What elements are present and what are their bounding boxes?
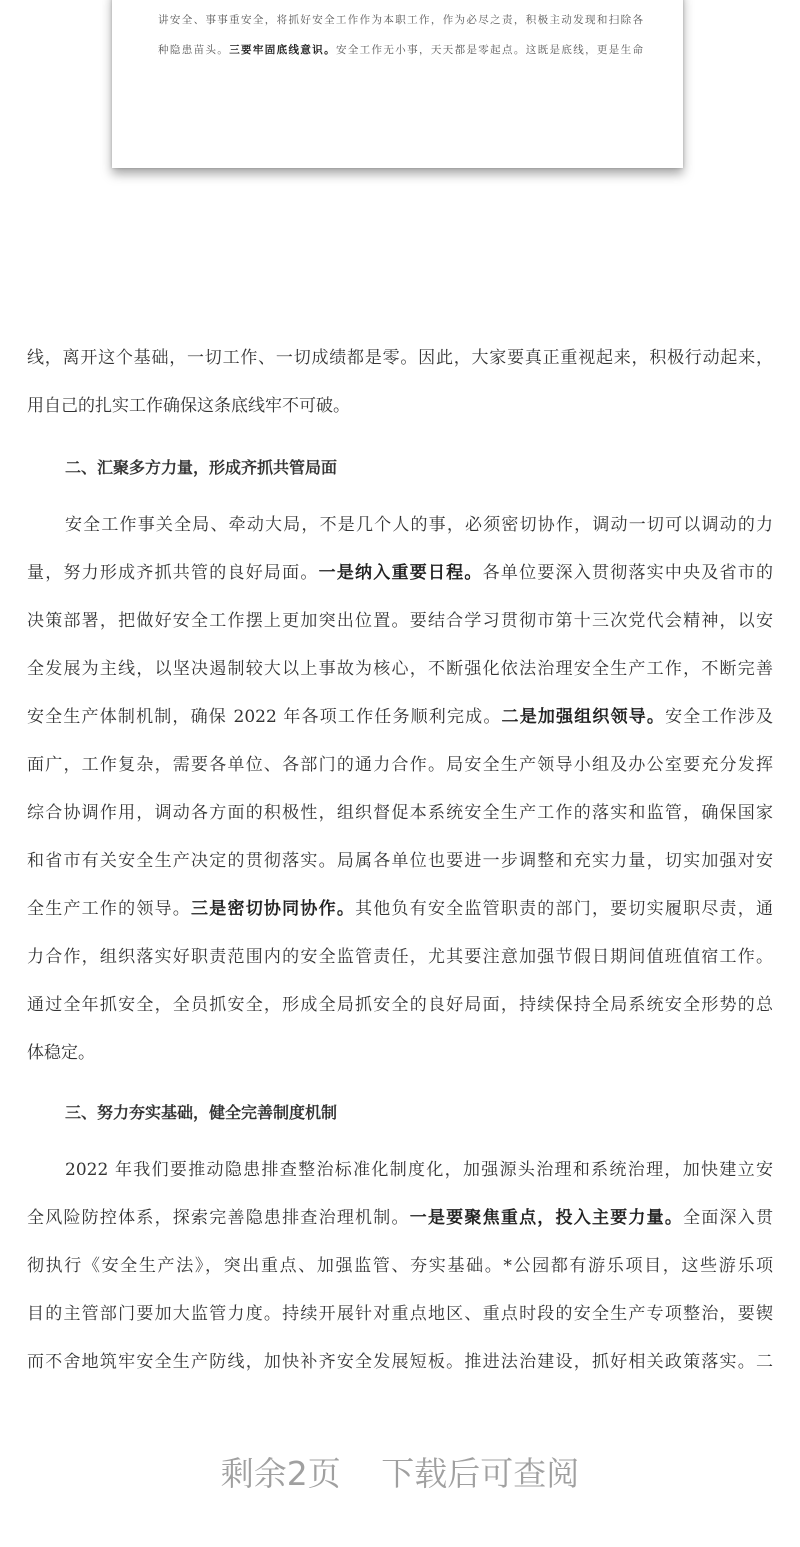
text-run: 各单位要深入贯彻落实中央及省市的: [482, 563, 774, 583]
body-line: [27, 945, 773, 969]
bold-key-point: 一是要聚焦重点，投入主要力量。: [409, 1208, 684, 1228]
text-run: 全生产工作的领导。: [27, 899, 192, 919]
bold-key-point: 三是密切协同协作。: [191, 899, 356, 919]
body-line: [27, 897, 773, 921]
body-line: [27, 561, 773, 585]
text-run: 全发展为主线，以坚决遏制较大以上事故为核心，不断强化依法治理安全生产工作，不断完善: [27, 659, 773, 679]
body-line: [27, 705, 773, 729]
body-line: [27, 993, 773, 1017]
bold-key-point: 三要牢固底线意识。: [229, 44, 336, 56]
text-run: 线，离开这个基础，一切工作、一切成绩都是零。因此，大家要真正重视起来，积极行动起来，: [27, 348, 773, 368]
text-run: 而不舍地筑牢安全生产防线，加快补齐安全发展短板。推进法治建设，抓好相关政策落实。二: [27, 1352, 773, 1372]
body-line: [27, 849, 773, 873]
text-run: 目的主管部门要加大监管力度。持续开展针对重点地区、重点时段的安全生产专项整治，要锲: [27, 1304, 773, 1324]
text-run: 种隐患苗头。: [158, 44, 230, 56]
bold-key-point: 一是纳入重要日程。: [318, 563, 483, 583]
text-run: 全风险防控体系，探索完善隐患排查治理机制。: [27, 1208, 410, 1228]
section-heading: 三、努力夯实基础，健全完善制度机制: [65, 1103, 338, 1122]
preview-page-card: [112, 0, 683, 168]
body-line: [27, 1041, 773, 1065]
section-heading: 二、汇聚多方力量，形成齐抓共管局面: [65, 458, 338, 477]
body-line: [27, 1350, 773, 1374]
text-run: 安全工作涉及: [665, 707, 774, 727]
body-line: [65, 1158, 773, 1182]
preview-line: [158, 12, 643, 27]
text-run: 彻执行《安全生产法》，突出重点、加强监管、夯实基础。*公园都有游乐项目，这些游乐项: [27, 1256, 773, 1276]
body-line: [27, 394, 773, 418]
body-line: [27, 346, 773, 370]
text-run: 和省市有关安全生产决定的贯彻落实。局属各单位也要进一步调整和充实力量，切实加强对安: [27, 851, 773, 871]
text-run: 量，努力形成齐抓共管的良好局面。: [27, 563, 319, 583]
body-line: [27, 801, 773, 825]
text-run: 力合作，组织落实好职责范围内的安全监管责任，尤其要注意加强节假日期间值班值宿工作。: [27, 947, 773, 967]
body-line: [27, 1254, 773, 1278]
remaining-pages-banner[interactable]: 剩余2页 下载后可查阅: [220, 1454, 580, 1493]
text-run: 全面深入贯: [683, 1208, 774, 1228]
bold-key-point: 二是加强组织领导。: [501, 707, 666, 727]
text-run: 安全工作无小事，天天都是零起点。这既是底线，更是生命: [335, 44, 644, 56]
text-run: 综合协调作用，调动各方面的积极性，组织督促本系统安全生产工作的落实和监管，确保国家: [27, 803, 773, 823]
text-run: 安全生产体制机制，确保 2022 年各项工作任务顺利完成。: [27, 707, 502, 727]
body-line: [27, 1206, 773, 1230]
text-run: 其他负有安全监管职责的部门，要切实履职尽责，通: [355, 899, 774, 919]
text-run: 面广，工作复杂，需要各单位、各部门的通力合作。局安全生产领导小组及办公室要充分发挥: [27, 755, 773, 775]
body-line: [27, 657, 773, 681]
body-line: [27, 609, 773, 633]
text-run: 安全工作事关全局、牵动大局，不是几个人的事，必须密切协作，调动一切可以调动的力: [65, 515, 773, 535]
preview-line: [158, 42, 643, 57]
body-line: [65, 513, 773, 537]
text-run: 用自己的扎实工作确保这条底线牢不可破。: [27, 396, 350, 416]
body-line: [27, 1302, 773, 1326]
text-run: 通过全年抓安全，全员抓安全，形成全局抓安全的良好局面，持续保持全局系统安全形势的总: [27, 995, 773, 1015]
text-run: 决策部署，把做好安全工作摆上更加突出位置。要结合学习贯彻市第十三次党代会精神，以安: [27, 611, 773, 631]
text-run: 讲安全、事事重安全，将抓好安全工作作为本职工作，作为必尽之责，积极主动发现和扫除各: [158, 14, 643, 26]
body-line: [27, 753, 773, 777]
text-run: 2022 年我们要推动隐患排查整治标准化制度化，加强源头治理和系统治理，加快建立安: [65, 1160, 773, 1180]
text-run: 体稳定。: [27, 1043, 95, 1063]
